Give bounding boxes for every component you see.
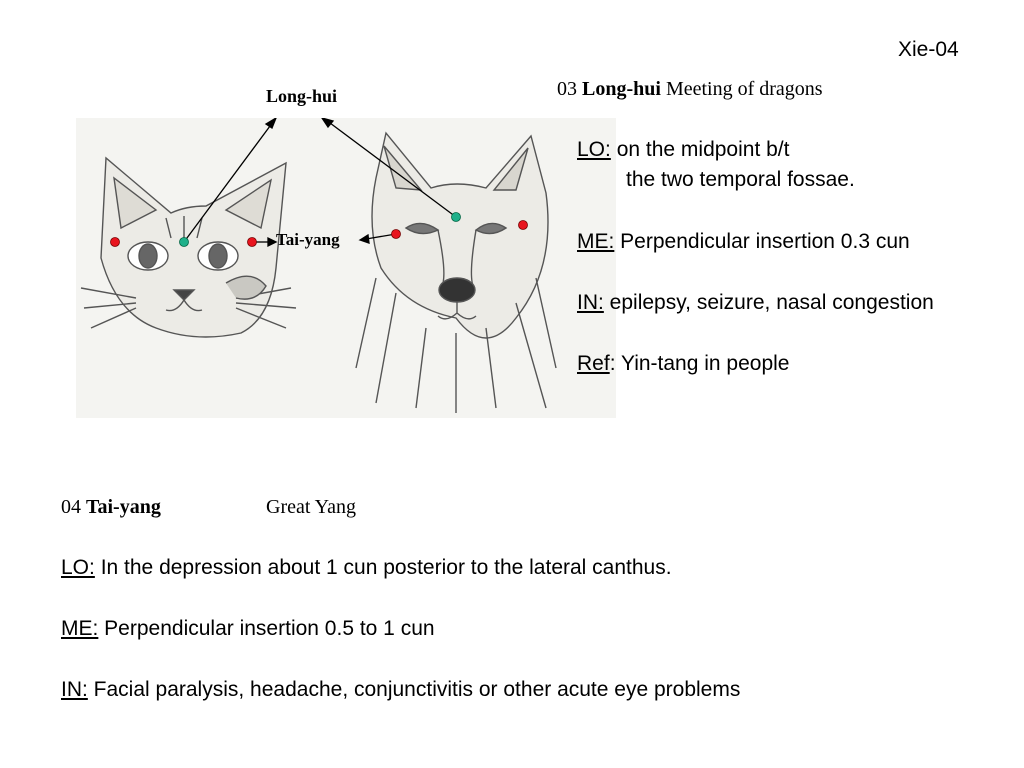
section03-title bbox=[557, 78, 823, 101]
section04-in-text: Facial paralysis, headache, conjunctivitis or other acute eye problems bbox=[87, 678, 741, 701]
section03-lo-line2: the two temporal fossae. bbox=[626, 168, 855, 191]
section04-me bbox=[61, 617, 435, 641]
section03-in bbox=[577, 291, 934, 315]
cat-taiyang-right-point bbox=[248, 238, 257, 247]
section03-lo bbox=[577, 138, 789, 162]
dog-taiyang-right-point bbox=[519, 221, 528, 230]
figure-label-longhui: Long-hui bbox=[266, 86, 338, 106]
section03-ref-text: : Yin-tang in people bbox=[609, 352, 790, 375]
section03-name: Long-hui bbox=[582, 78, 661, 100]
section04-title bbox=[61, 496, 161, 519]
section03-lo-label: LO: bbox=[577, 138, 611, 161]
section03-me bbox=[577, 230, 910, 254]
section04-meaning: Great Yang bbox=[266, 496, 356, 518]
cat-longhui-point bbox=[180, 238, 189, 247]
section04-lo-text: In the depression about 1 cun posterior to the lateral canthus. bbox=[94, 556, 672, 579]
cat-dog-acupoint-illustration bbox=[76, 118, 616, 418]
slide-id: Xie-04 bbox=[898, 38, 959, 61]
figure-label-taiyang: Tai-yang bbox=[276, 230, 340, 249]
section04-in-label: IN: bbox=[61, 678, 88, 701]
dog-taiyang-left-point bbox=[392, 230, 401, 239]
section03-ref bbox=[577, 352, 790, 376]
cat-taiyang-left-point bbox=[111, 238, 120, 247]
section04-me-text: Perpendicular insertion 0.5 to 1 cun bbox=[98, 617, 435, 640]
section03-meaning: Meeting of dragons bbox=[665, 78, 823, 100]
dog-longhui-point bbox=[452, 213, 461, 222]
section03-lo-line1: on the midpoint b/t bbox=[610, 138, 790, 161]
section04-lo bbox=[61, 556, 672, 580]
section04-name: Tai-yang bbox=[86, 496, 161, 518]
section04-number: 04 bbox=[61, 496, 81, 518]
section03-number: 03 bbox=[557, 78, 577, 100]
section04-in bbox=[61, 678, 740, 702]
section03-me-text: Perpendicular insertion 0.3 cun bbox=[614, 230, 910, 253]
section03-in-label: IN: bbox=[577, 291, 604, 314]
section03-ref-label: Ref bbox=[577, 352, 610, 375]
section04-lo-label: LO: bbox=[61, 556, 95, 579]
section03-me-label: ME: bbox=[577, 230, 615, 253]
section04-me-label: ME: bbox=[61, 617, 99, 640]
section03-in-text: epilepsy, seizure, nasal congestion bbox=[603, 291, 934, 314]
